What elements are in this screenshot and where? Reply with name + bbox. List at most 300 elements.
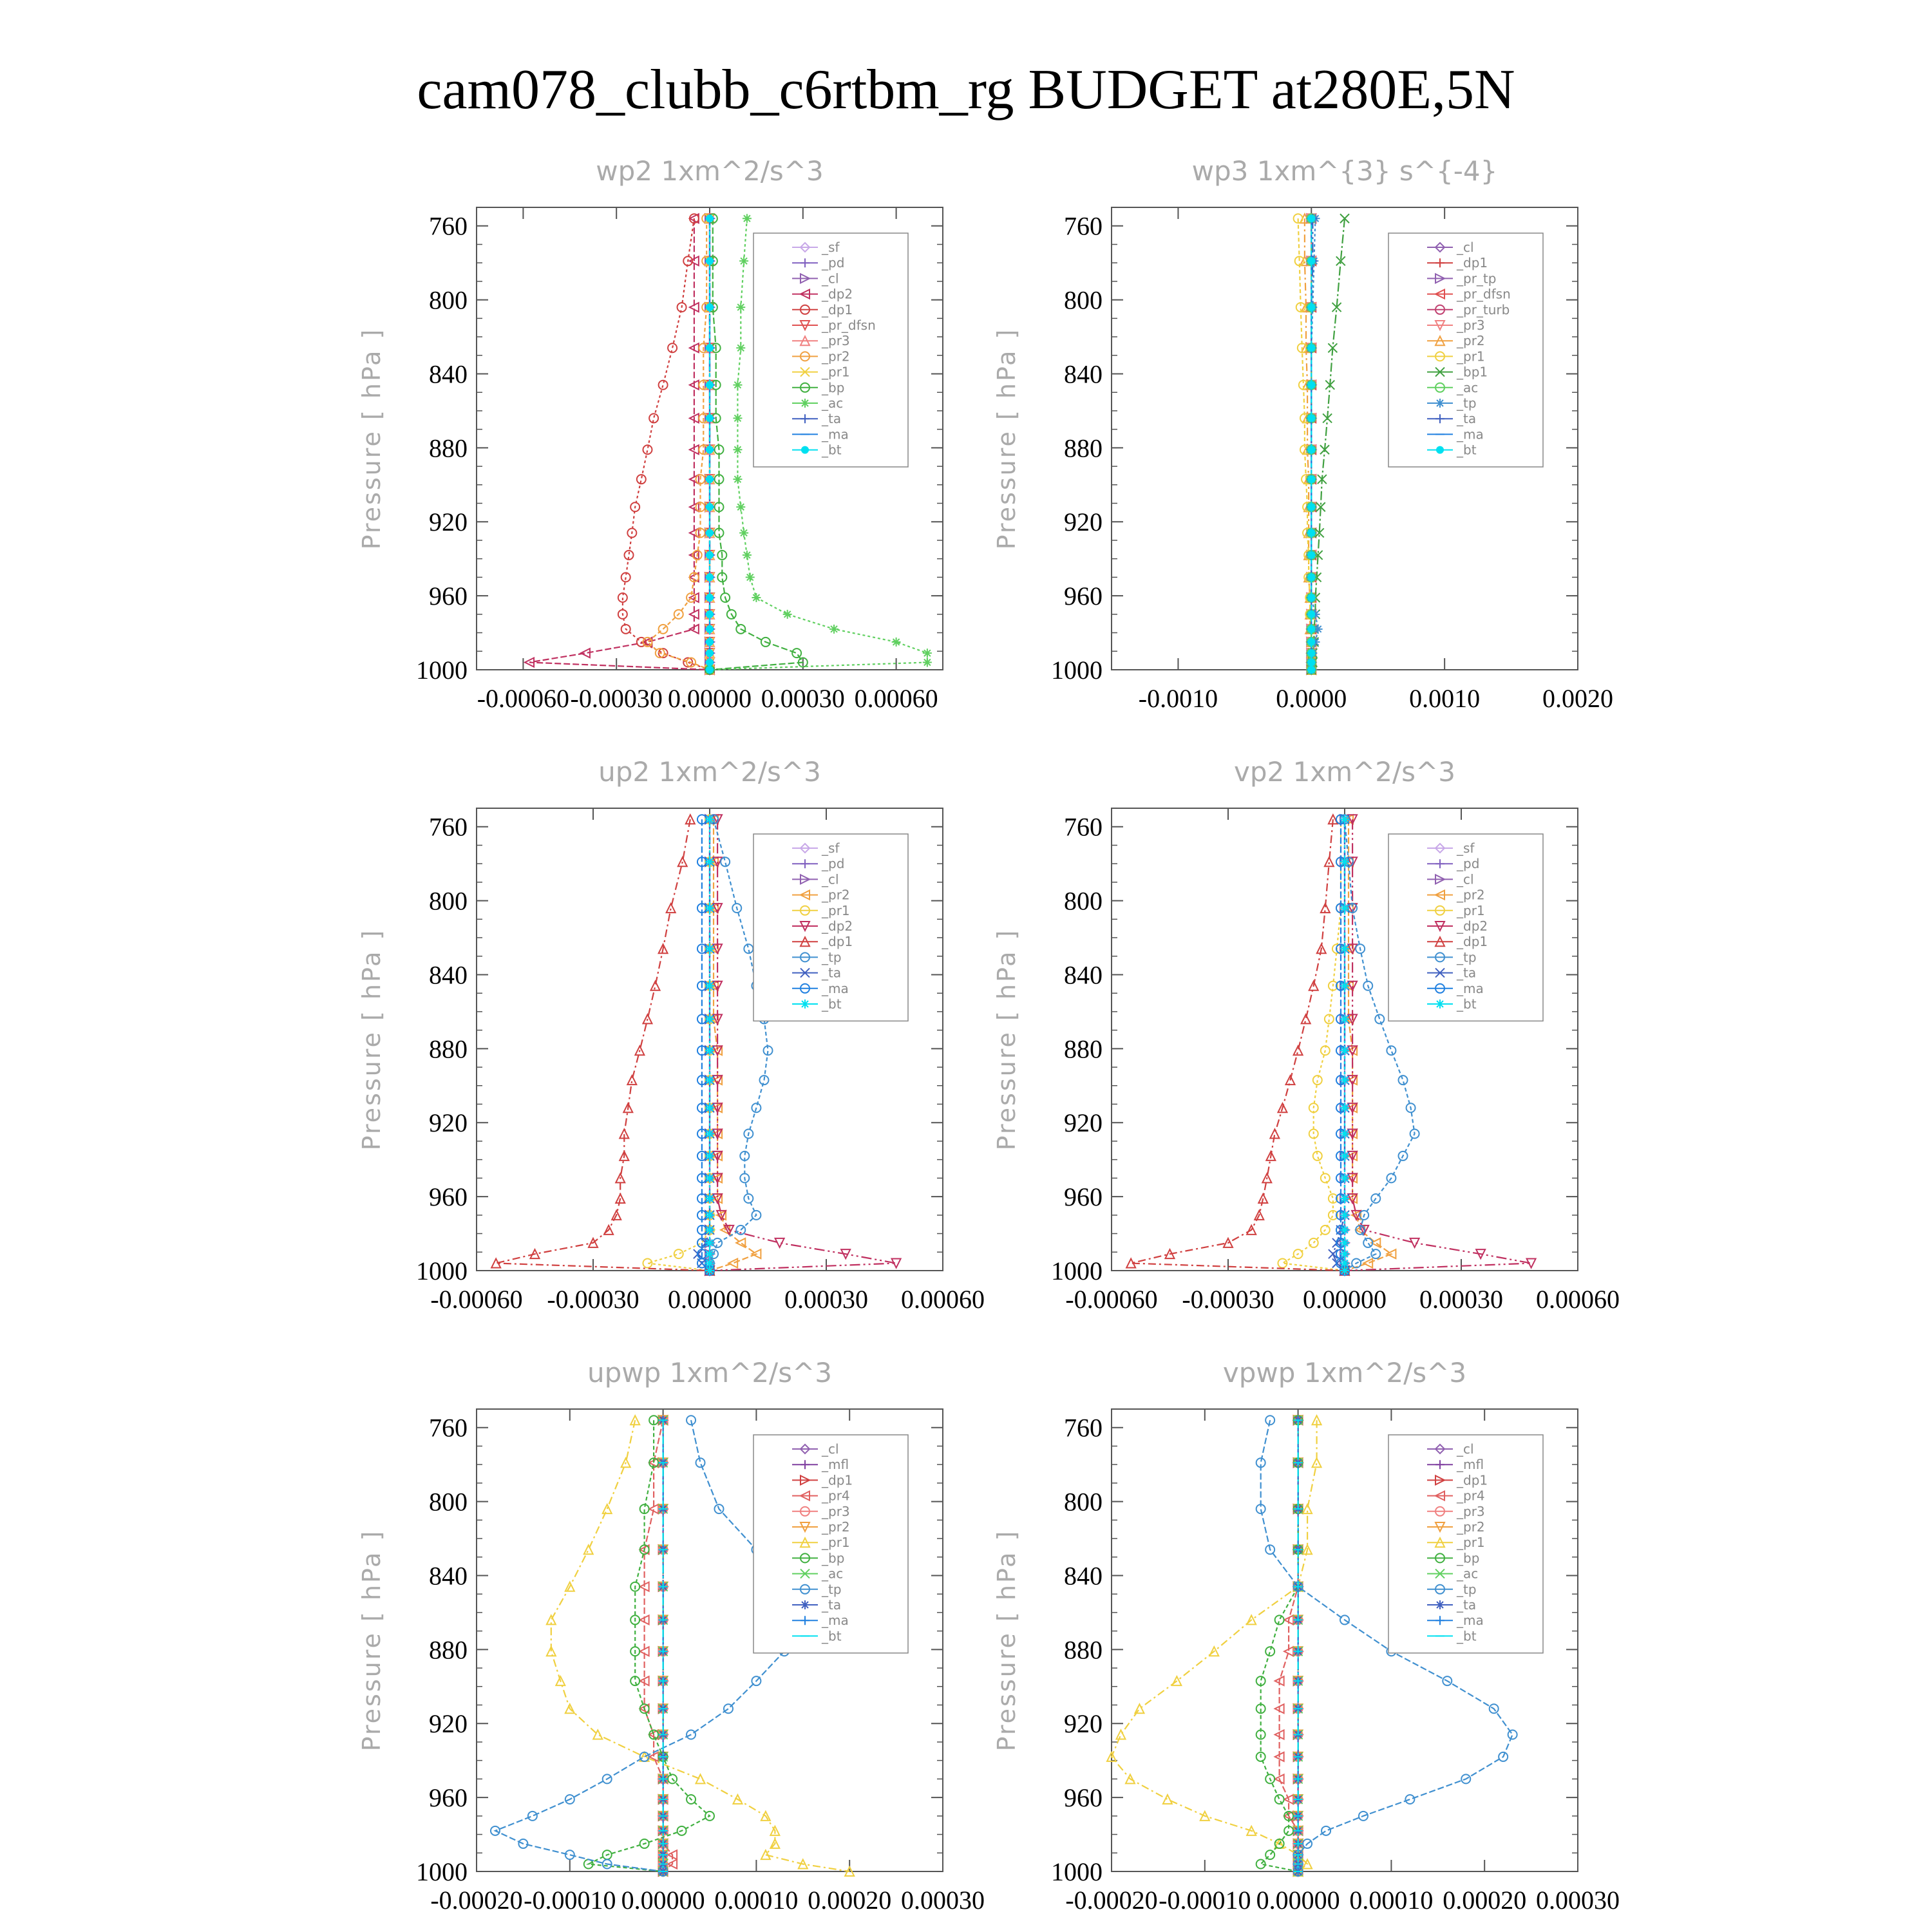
series-marker <box>733 445 742 454</box>
series-marker <box>706 551 714 559</box>
legend-entry: _bp1 <box>1457 364 1488 380</box>
series-marker <box>1340 981 1349 990</box>
series-marker <box>706 414 714 422</box>
legend-entry: _pd <box>822 856 845 872</box>
series-dp1 <box>618 214 714 674</box>
series-marker <box>706 573 714 581</box>
legend-entry: _ma <box>1457 980 1484 996</box>
x-tick-label: -0.00030 <box>547 1285 639 1314</box>
series-marker <box>1325 857 1334 866</box>
legend-entry: _pr_turb <box>1457 301 1510 317</box>
series-marker <box>736 502 745 511</box>
panel-title: wp2 1xm^2/s^3 <box>596 155 824 187</box>
legend-entry: _cl <box>822 1441 839 1457</box>
series-marker <box>1340 1238 1349 1247</box>
legend-entry: _bt <box>822 1628 842 1644</box>
legend-entry: _pr_tp <box>1457 270 1497 287</box>
legend-entry: _dp1 <box>1457 1472 1488 1488</box>
y-tick-label: 800 <box>429 285 468 315</box>
series-pr4 <box>640 1416 677 1876</box>
series-marker <box>1340 944 1349 953</box>
x-tick-label: -0.00020 <box>1065 1886 1158 1915</box>
y-tick-label: 960 <box>1064 582 1103 611</box>
series-marker <box>706 344 714 352</box>
y-tick-label: 840 <box>429 359 468 389</box>
series-marker <box>706 638 714 646</box>
x-tick-label: 0.00010 <box>714 1886 799 1915</box>
series-marker <box>667 904 676 913</box>
legend <box>753 1435 908 1653</box>
legend-entry: _cl <box>822 871 839 887</box>
x-tick-label: -0.00060 <box>430 1285 523 1314</box>
series-marker <box>1340 1266 1349 1275</box>
series-marker <box>1340 1226 1349 1235</box>
series-dp1 <box>1126 815 1349 1275</box>
legend-entry: _bt <box>1457 996 1477 1012</box>
series-marker <box>1340 1129 1349 1138</box>
legend-entry: _bt <box>822 996 842 1012</box>
series-marker <box>1307 381 1315 389</box>
y-tick-label: 920 <box>429 1108 468 1138</box>
series-marker <box>584 1545 593 1554</box>
series-marker <box>706 529 714 536</box>
series-marker <box>1307 214 1315 222</box>
series-marker <box>733 413 742 422</box>
series-marker <box>739 528 748 537</box>
y-tick-label: 880 <box>429 1034 468 1064</box>
legend-entry: _bt <box>1457 442 1477 458</box>
legend-entry: _pd <box>1457 856 1480 872</box>
y-tick-label: 1000 <box>1051 1857 1103 1886</box>
x-tick-label: 0.00060 <box>901 1285 985 1314</box>
y-tick-label: 880 <box>429 1635 468 1665</box>
legend-entry: _dp2 <box>822 918 853 934</box>
series-line <box>529 218 710 670</box>
y-tick-label: 920 <box>1064 1709 1103 1739</box>
legend-entry: _pr2 <box>822 348 850 365</box>
series-marker <box>705 1014 714 1023</box>
y-tick-label: 880 <box>429 433 468 463</box>
series-marker <box>1340 1075 1349 1084</box>
series-marker <box>659 381 668 390</box>
chart-panel-5 <box>357 1357 985 1915</box>
series-marker <box>1340 1014 1349 1023</box>
series-marker <box>705 1173 714 1182</box>
y-tick-label: 760 <box>1064 211 1103 241</box>
series-marker <box>1340 1211 1349 1220</box>
x-tick-label: 0.00030 <box>761 684 845 713</box>
series-marker <box>705 815 714 824</box>
series-marker <box>706 381 714 389</box>
legend-entry: _pr2 <box>822 1519 850 1535</box>
legend-entry: _mfl <box>822 1457 849 1473</box>
series-marker <box>706 257 714 265</box>
x-tick-label: -0.00060 <box>477 684 570 713</box>
series-dp1 <box>491 815 714 1275</box>
series-marker <box>1363 1259 1372 1268</box>
series-marker <box>696 1774 705 1783</box>
legend-entry: _pr1 <box>1457 348 1485 365</box>
y-tick-label: 920 <box>1064 507 1103 537</box>
legend-entry: _sf <box>822 840 840 856</box>
series-line <box>623 218 710 670</box>
series-marker <box>705 1151 714 1160</box>
legend-entry: _ta <box>822 411 842 427</box>
series-marker <box>705 1194 714 1203</box>
legend-entry: _pr2 <box>1457 887 1485 903</box>
series-marker <box>752 593 761 602</box>
series-marker <box>800 999 810 1009</box>
series-marker <box>1275 1795 1284 1804</box>
x-tick-label: -0.00060 <box>1065 1285 1158 1314</box>
x-tick-label: 0.00030 <box>784 1285 868 1314</box>
series-marker <box>1307 625 1315 633</box>
legend-entry: _ta <box>822 1597 842 1613</box>
series-marker <box>923 649 932 658</box>
legend-entry: _pr2 <box>1457 333 1485 349</box>
series-marker <box>1275 1615 1284 1624</box>
y-tick-label: 1000 <box>1051 1256 1103 1285</box>
x-tick-label: -0.00010 <box>524 1886 616 1915</box>
series-marker <box>706 649 714 657</box>
y-tick-label: 880 <box>1064 1635 1103 1665</box>
series-marker <box>705 904 714 913</box>
series-marker <box>705 1046 714 1055</box>
series-marker <box>706 303 714 311</box>
series-marker <box>706 446 714 453</box>
x-tick-label: 0.00060 <box>854 684 938 713</box>
series-marker <box>651 981 660 990</box>
y-tick-label: 840 <box>1064 1561 1103 1591</box>
legend-entry: _tp <box>1457 949 1477 965</box>
x-tick-label: 0.00000 <box>621 1886 705 1915</box>
series-marker <box>706 666 714 674</box>
series-marker <box>724 1704 733 1713</box>
y-axis-label: Pressure [ hPa ] <box>992 1529 1021 1752</box>
y-tick-label: 1000 <box>1051 656 1103 685</box>
legend <box>753 834 908 1021</box>
series-marker <box>1307 503 1315 511</box>
series-marker <box>1307 594 1315 601</box>
y-tick-label: 760 <box>1064 1413 1103 1443</box>
series-bp <box>1256 1416 1303 1876</box>
series-marker <box>1387 1046 1396 1055</box>
x-tick-label: -0.00010 <box>1159 1886 1251 1915</box>
series-marker <box>705 1129 714 1138</box>
x-tick-label: 0.00020 <box>808 1886 892 1915</box>
series-marker <box>829 625 838 634</box>
series-line <box>1345 819 1391 1271</box>
legend-entry: _pr3 <box>822 1503 850 1519</box>
x-tick-label: 0.00030 <box>1536 1886 1620 1915</box>
y-axis-label: Pressure [ hPa ] <box>992 327 1021 550</box>
panel-title: wp3 1xm^{3} s^{-4} <box>1191 155 1498 187</box>
x-tick-label: 0.00060 <box>1536 1285 1620 1314</box>
series-marker <box>1340 1046 1349 1055</box>
y-tick-label: 800 <box>1064 886 1103 916</box>
legend-entry: _dp1 <box>822 934 853 950</box>
series-marker <box>1375 1014 1384 1023</box>
legend-entry: _dp1 <box>1457 934 1488 950</box>
series-marker <box>1307 414 1315 422</box>
series-marker <box>706 611 714 618</box>
series-marker <box>800 399 810 408</box>
chart-panel-6 <box>992 1357 1620 1915</box>
legend-entry: _tp <box>822 949 842 965</box>
legend-entry: _pr1 <box>1457 902 1485 918</box>
y-tick-label: 800 <box>1064 285 1103 315</box>
series-ta <box>1329 815 1349 1275</box>
series-marker <box>923 658 932 667</box>
series-marker <box>743 551 752 560</box>
series-marker <box>643 1259 652 1268</box>
y-tick-label: 960 <box>429 582 468 611</box>
legend-entry: _ma <box>1457 1613 1484 1629</box>
legend-entry: _mfl <box>1457 1457 1484 1473</box>
y-tick-label: 960 <box>429 1783 468 1813</box>
x-tick-label: 0.00020 <box>1443 1886 1527 1915</box>
series-marker <box>528 1812 537 1821</box>
series-marker <box>1307 257 1315 265</box>
y-tick-label: 1000 <box>416 1256 468 1285</box>
series-marker <box>1307 611 1315 618</box>
series-line <box>1131 819 1345 1271</box>
series-marker <box>705 857 714 866</box>
x-tick-label: 0.00030 <box>901 1886 985 1915</box>
y-axis-label: Pressure [ hPa ] <box>357 928 386 1151</box>
panel-title: vp2 1xm^2/s^3 <box>1234 756 1455 788</box>
series-marker <box>892 638 901 647</box>
y-tick-label: 1000 <box>416 656 468 685</box>
series-line <box>648 218 710 670</box>
series-marker <box>705 1103 714 1112</box>
x-tick-label: 0.00000 <box>668 1285 752 1314</box>
legend-entry: _pr3 <box>1457 1503 1485 1519</box>
legend-entry: _ta <box>1457 1597 1477 1613</box>
series-marker <box>1265 1647 1274 1656</box>
series-marker <box>1313 1075 1322 1084</box>
legend-entry: _ta <box>1457 965 1477 981</box>
legend-entry: _dp2 <box>822 286 853 302</box>
y-tick-label: 760 <box>429 812 468 842</box>
legend-entry: _bp <box>1457 1550 1480 1566</box>
panel-title: upwp 1xm^2/s^3 <box>587 1357 832 1388</box>
y-tick-label: 840 <box>1064 960 1103 990</box>
series-marker <box>1307 303 1315 311</box>
legend-entry: _cl <box>822 270 839 287</box>
x-tick-label: 0.0000 <box>1276 684 1347 713</box>
legend-entry: _pr1 <box>1457 1535 1485 1551</box>
legend-entry: _ac <box>1457 379 1479 395</box>
x-tick-label: -0.00020 <box>430 1886 523 1915</box>
series-marker <box>705 1249 714 1258</box>
x-tick-label: 0.00000 <box>1256 1886 1340 1915</box>
legend-entry: _tp <box>1457 395 1477 411</box>
y-tick-label: 960 <box>429 1182 468 1212</box>
x-tick-label: -0.0010 <box>1138 684 1218 713</box>
series-pr2 <box>1340 815 1396 1275</box>
legend <box>1388 834 1543 1021</box>
series-marker <box>705 1266 714 1275</box>
legend-entry: _bp <box>822 1550 845 1566</box>
series-marker <box>668 343 677 352</box>
series-marker <box>1399 1075 1408 1084</box>
y-tick-label: 800 <box>429 1487 468 1517</box>
legend-entry: _pr4 <box>1457 1488 1485 1504</box>
panel-title: vpwp 1xm^2/s^3 <box>1222 1357 1467 1388</box>
panels-group <box>357 155 1620 1915</box>
series-marker <box>1435 999 1444 1009</box>
legend-entry: _bt <box>1457 1628 1477 1644</box>
series-pr2 <box>643 214 714 674</box>
series-marker <box>736 303 745 312</box>
series-bp <box>584 1416 714 1876</box>
series-marker <box>1312 1458 1321 1467</box>
series-marker <box>728 1259 737 1268</box>
series-marker <box>1435 1600 1444 1609</box>
x-tick-label: -0.00030 <box>570 684 663 713</box>
x-tick-label: 0.0010 <box>1409 684 1481 713</box>
series-marker <box>1508 1730 1517 1739</box>
series-marker <box>1405 1795 1414 1804</box>
series-marker <box>1307 666 1315 674</box>
legend-entry: _ta <box>1457 411 1477 427</box>
chart-panel-1 <box>357 155 943 713</box>
legend-entry: _ma <box>822 980 849 996</box>
series-marker <box>792 649 801 658</box>
series-marker <box>1340 904 1349 913</box>
series-marker <box>1307 344 1315 352</box>
series-ma <box>697 815 714 1275</box>
y-tick-label: 800 <box>429 886 468 916</box>
legend-entry: _cl <box>1457 1441 1474 1457</box>
legend <box>1388 1435 1543 1653</box>
legend-entry: _pr1 <box>822 902 850 918</box>
series-marker <box>547 1647 556 1656</box>
series-marker <box>674 1249 683 1258</box>
panel-title: up2 1xm^2/s^3 <box>598 756 821 788</box>
series-marker <box>705 1238 714 1247</box>
series-marker <box>603 1504 612 1513</box>
series-marker <box>706 625 714 633</box>
legend-entry: _ta <box>822 965 842 981</box>
legend-entry: _sf <box>1457 840 1475 856</box>
series-marker <box>1435 399 1444 408</box>
series-marker <box>1116 1730 1125 1739</box>
y-tick-label: 760 <box>1064 812 1103 842</box>
legend-entry: _dp2 <box>1457 918 1488 934</box>
series-marker <box>746 573 755 582</box>
legend-entry: _ma <box>822 426 849 442</box>
y-tick-label: 960 <box>1064 1783 1103 1813</box>
chart-panel-4 <box>992 756 1620 1314</box>
series-marker <box>1340 1249 1349 1258</box>
y-axis-label: Pressure [ hPa ] <box>357 327 386 550</box>
series-pr1 <box>1278 815 1349 1275</box>
legend-entry: _pr4 <box>822 1488 850 1504</box>
y-axis-label: Pressure [ hPa ] <box>357 1529 386 1752</box>
series-marker <box>733 475 742 484</box>
legend-entry: _dp1 <box>1457 255 1488 271</box>
legend-entry: _pr1 <box>822 1535 850 1551</box>
series-marker <box>1307 551 1315 559</box>
series-pr2 <box>705 815 761 1275</box>
y-tick-label: 960 <box>1064 1182 1103 1212</box>
y-axis-label: Pressure [ hPa ] <box>992 928 1021 1151</box>
legend <box>753 233 908 467</box>
series-marker <box>705 1226 714 1235</box>
series-marker <box>706 475 714 483</box>
legend-entry: _pr_dfsn <box>1457 286 1511 302</box>
x-tick-label: 0.00010 <box>1349 1886 1434 1915</box>
series-marker <box>705 1075 714 1084</box>
series-marker <box>1307 638 1315 646</box>
x-tick-label: 0.00030 <box>1419 1285 1503 1314</box>
legend-entry: _pd <box>822 255 845 271</box>
series-marker <box>1307 649 1315 657</box>
series-marker <box>1294 1046 1303 1055</box>
y-tick-label: 800 <box>1064 1487 1103 1517</box>
x-tick-label: 0.0020 <box>1542 684 1613 713</box>
series-ma <box>1336 815 1349 1275</box>
series-marker <box>705 944 714 953</box>
series-marker <box>705 981 714 990</box>
series-marker <box>743 214 752 223</box>
series-marker <box>1307 529 1315 536</box>
legend-entry: _dp1 <box>822 1472 853 1488</box>
series-marker <box>1163 1795 1172 1804</box>
series-marker <box>1410 1238 1419 1247</box>
chart-panel-2 <box>992 155 1613 713</box>
series-marker <box>775 1238 784 1247</box>
series-marker <box>1340 1194 1349 1203</box>
legend-entry: _pr2 <box>1457 1519 1485 1535</box>
legend-entry: _pr1 <box>822 364 850 380</box>
legend-entry: _dp1 <box>822 301 853 317</box>
legend-entry: _ma <box>822 1613 849 1629</box>
series-marker <box>801 446 809 454</box>
x-tick-label: 0.00000 <box>668 684 752 713</box>
series-marker <box>1340 815 1349 824</box>
series-marker <box>800 1600 810 1609</box>
x-tick-label: 0.00000 <box>1303 1285 1387 1314</box>
legend-entry: _ac <box>822 395 844 411</box>
legend-entry: _ma <box>1457 426 1484 442</box>
series-ta <box>694 815 714 1275</box>
series-marker <box>1436 446 1444 454</box>
legend-entry: _sf <box>822 240 840 255</box>
x-tick-label: -0.00030 <box>1182 1285 1274 1314</box>
series-marker <box>1307 573 1315 581</box>
series-marker <box>721 857 730 866</box>
legend-entry: _cl <box>1457 871 1474 887</box>
legend-entry: _pr_dfsn <box>822 317 876 333</box>
legend-entry: _pr2 <box>822 887 850 903</box>
series-marker <box>783 610 792 619</box>
chart-panel-3 <box>357 756 985 1314</box>
series-marker <box>706 659 714 667</box>
y-tick-label: 920 <box>429 1709 468 1739</box>
legend-entry: _tp <box>822 1581 842 1597</box>
series-marker <box>705 1211 714 1220</box>
figure-title: cam078_clubb_c6rtbm_rg BUDGET at280E,5N <box>417 59 1515 121</box>
y-tick-label: 840 <box>429 1561 468 1591</box>
legend-entry: _tp <box>1457 1581 1477 1597</box>
series-marker <box>1135 1704 1144 1713</box>
series-marker <box>1307 659 1315 667</box>
series-marker <box>733 381 742 390</box>
series-marker <box>1340 1103 1349 1112</box>
